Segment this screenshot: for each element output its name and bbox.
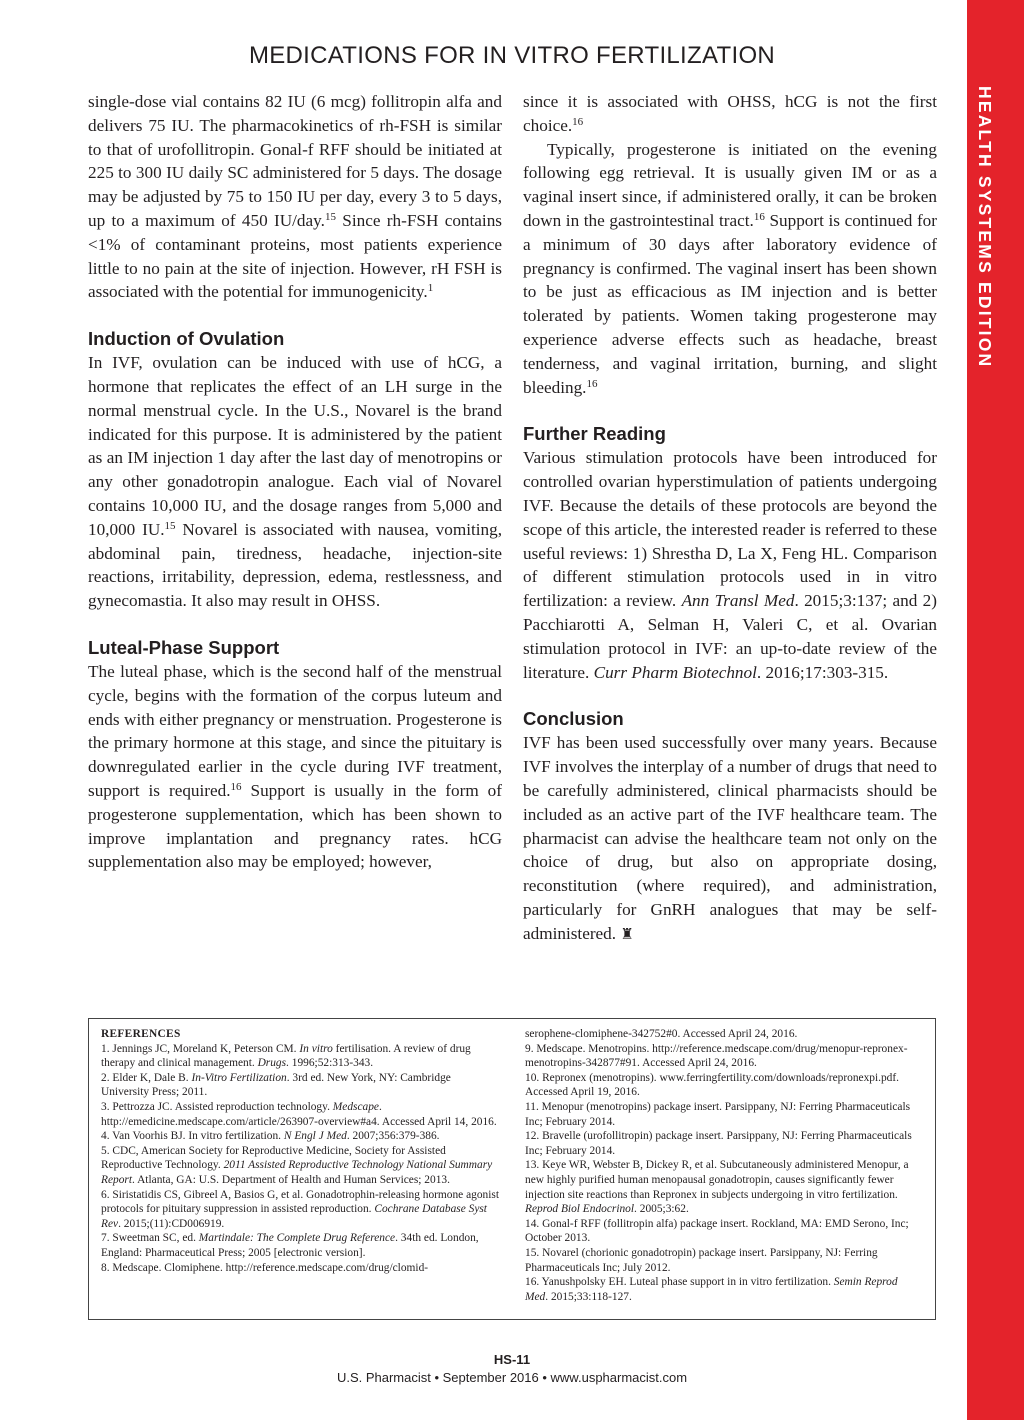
conclusion-heading: Conclusion bbox=[523, 708, 624, 730]
intro-paragraph: single-dose vial contains 82 IU (6 mcg) follitropin alfa and delivers 75 IU. The pharmacokinetics of rh-FSH is similar to that of urofollitropin. Gonal-f RFF should be initiated at 225 to 300 IU daily SC administered for 5 days. The dosage may be adjusted by 75 to 150 IU per day, every 3 to 5 days, up to a maximum of 450 IU/day.$^{15}$ Since rh-FSH contains <1% of contaminant proteins, most patients experience little to no pain at the site of injection. However, rH FSH is associated with the potential for immunogenicity.$^1$ bbox=[88, 92, 502, 302]
end-mark-icon: ♜ bbox=[620, 926, 634, 943]
further-reading-paragraph: Various stimulation protocols have been introduced for controlled ovarian hyperstimulation of patients undergoing IVF. Because the details of these protocols are beyond the scope of this article, the interested reader is referred to these useful reviews: 1) Shrestha D, La X, Feng HL. Comparison of different stimulation protocols used in in vitro fertilization: a review. Ann Transl Med. 2015;3:137; and 2) Pacchiarotti A, Selman H, Valeri C, et al. Ovarian stimulation protocol in IVF: an up-to-date review of the literature. Curr Pharm Biotechnol. 2016;17:303-315. bbox=[523, 448, 937, 682]
induction-paragraph: In IVF, ovulation can be induced with use of hCG, a hormone that replicates the effect of an LH surge in the normal menstrual cycle. In the U.S., Novarel is the brand indicated for this purpose. It is administered by the patient as an IM injection 1 day after the last day of menotropins or any other gonadotropin analogue. Each vial of Novarel contains 10,000 IU, and the dosage ranges from 5,000 and 10,000 IU.$^{15}$ Novarel is associated with nausea, vomiting, abdominal pain, tiredness, headache, injection-site reactions, irritability, depression, edema, restlessness, and gynecomastia. It also may result in OHSS. bbox=[88, 353, 503, 611]
reference-item: serophene-clomiphene-342752#0. Accessed April 24, 2016. bbox=[525, 1028, 798, 1040]
conclusion-paragraph: IVF has been used successfully over many years. Because IVF involves the interplay of a number of drugs that need to be carefully administered, clinical pharmacists should be included as an active part of the IVF healthcare team. The pharmacist can advise the healthcare team not only on the choice of drug, but also on appropriate dosing, reconstitution (where required), and administration, particularly for GnRH analogues that may be self-administered. ♜ bbox=[523, 733, 937, 943]
reference-item: 10. Repronex (menotropins). www.ferringfertility.com/downloads/repronexpi.pdf. Accessed April 19, 2016. bbox=[525, 1071, 900, 1099]
reference-item: 5. CDC, American Society for Reproductive Medicine, Society for Assisted Reproductive Technology. 2011 Assisted Reproductive Technology National Summary Report. Atlanta, GA: U.S. Department of Health and Human Services; 2013. bbox=[101, 1144, 493, 1186]
reference-item: 7. Sweetman SC, ed. Martindale: The Complete Drug Reference. 34th ed. London, England: Pharmaceutical Press; 2005 [electronic version]. bbox=[101, 1232, 479, 1259]
references-right-column bbox=[525, 1027, 923, 1304]
reference-item: 12. Bravelle (urofollitropin) package insert. Parsippany, NJ: Ferring Pharmaceuticals Inc; February 2014. bbox=[525, 1130, 912, 1157]
right-column bbox=[523, 90, 937, 948]
side-edition-label: HEALTH SYSTEMS EDITION bbox=[975, 86, 995, 369]
reference-item: 13. Keye WR, Webster B, Dickey R, et al. Subcutaneously administered Menopur, a new highly purified human menopausal gonadotropin, causes significantly fewer injection site reactions than Repronex in subjects undergoing in vitro fertilization. Reprod Biol Endocrinol. 2005;3:62. bbox=[525, 1159, 909, 1216]
left-column bbox=[88, 90, 502, 874]
progesterone-paragraph: Typically, progesterone is initiated on the evening following egg retrieval. It is usually given IM or as a vaginal insert since, if administered orally, it can be broken down in the gastrointestinal tract.$^{16}$ Support is continued for a minimum of 30 days after laboratory evidence of pregnancy is confirmed. The vaginal insert has been shown to be just as efficacious as IM injection and is better tolerated by patients. Women taking progesterone may experience adverse effects such as headache, breast tenderness, and vaginal irritation, burning, and slight bleeding.$^{16}$ bbox=[523, 139, 937, 397]
references-box bbox=[88, 1018, 936, 1320]
induction-heading: Induction of Ovulation bbox=[88, 328, 285, 350]
reference-item: 2. Elder K, Dale B. In-Vitro Fertilization. 3rd ed. New York, NY: Cambridge University Press; 2011. bbox=[101, 1071, 451, 1099]
reference-item: 16. Yanushpolsky EH. Luteal phase support in in vitro fertilization. Semin Reprod Med. 2015;33:118-127. bbox=[525, 1276, 898, 1303]
further-reading-heading: Further Reading bbox=[523, 423, 666, 445]
luteal-paragraph: The luteal phase, which is the second half of the menstrual cycle, begins with the formation of the corpus luteum and ends with either pregnancy or menstruation. Progesterone is the primary hormone at this stage, and since the pituitary is downregulated earlier in the cycle during IVF treatment, support is required.$^{16}$ Support is usually in the form of progesterone supplementation, which has been shown to improve implantation and pregnancy rates. hCG supplementation also may be employed; however, bbox=[88, 661, 503, 872]
reference-item: 9. Medscape. Menotropins. http://reference.medscape.com/drug/menopur-repronex-menotropins-342877#91. Accessed April 24, 2016. bbox=[525, 1042, 908, 1070]
references-left-column bbox=[101, 1027, 499, 1275]
reference-item: 15. Novarel (chorionic gonadotropin) package insert. Parsippany, NJ: Ferring Pharmaceuticals Inc; July 2012. bbox=[525, 1246, 878, 1274]
reference-item: 11. Menopur (menotropins) package insert. Parsippany, NJ: Ferring Pharmaceuticals Inc; February 2014. bbox=[525, 1100, 911, 1128]
luteal-heading: Luteal-Phase Support bbox=[88, 636, 280, 658]
reference-item: 3. Pettrozza JC. Assisted reproduction technology. Medscape. http://emedicine.medscape.com/article/263907-overview#a4. Accessed April 14, 2016. bbox=[101, 1100, 497, 1128]
luteal-continued-paragraph: since it is associated with OHSS, hCG is not the first choice.$^{16}$ bbox=[523, 92, 937, 135]
reference-item: 4. Van Voorhis BJ. In vitro fertilization. N Engl J Med. 2007;356:379-386. bbox=[101, 1130, 440, 1143]
page-number: HS-11 bbox=[493, 1352, 531, 1367]
publication-footer: U.S. Pharmacist • September 2016 • www.uspharmacist.com bbox=[336, 1370, 688, 1385]
reference-item: 6. Siristatidis CS, Gibreel A, Basios G, et al. Gonadotrophin-releasing hormone agonist protocols for pituitary suppression in assisted reproduction. Cochrane Database Syst Rev. 2015;(11):CD006919. bbox=[101, 1188, 499, 1230]
references-heading: REFERENCES bbox=[101, 1028, 181, 1040]
reference-item: 14. Gonal-f RFF (follitropin alfa) package insert. Rockland, MA: EMD Serono, Inc; October 2013. bbox=[525, 1217, 909, 1245]
reference-item: 1. Jennings JC, Moreland K, Peterson CM. In vitro fertilisation. A review of drug therapy and clinical management. Drugs. 1996;52:313-343. bbox=[101, 1042, 471, 1070]
reference-item: 8. Medscape. Clomiphene. http://reference.medscape.com/drug/clomid- bbox=[101, 1261, 429, 1274]
page-title: MEDICATIONS FOR IN VITRO FERTILIZATION bbox=[248, 42, 776, 69]
